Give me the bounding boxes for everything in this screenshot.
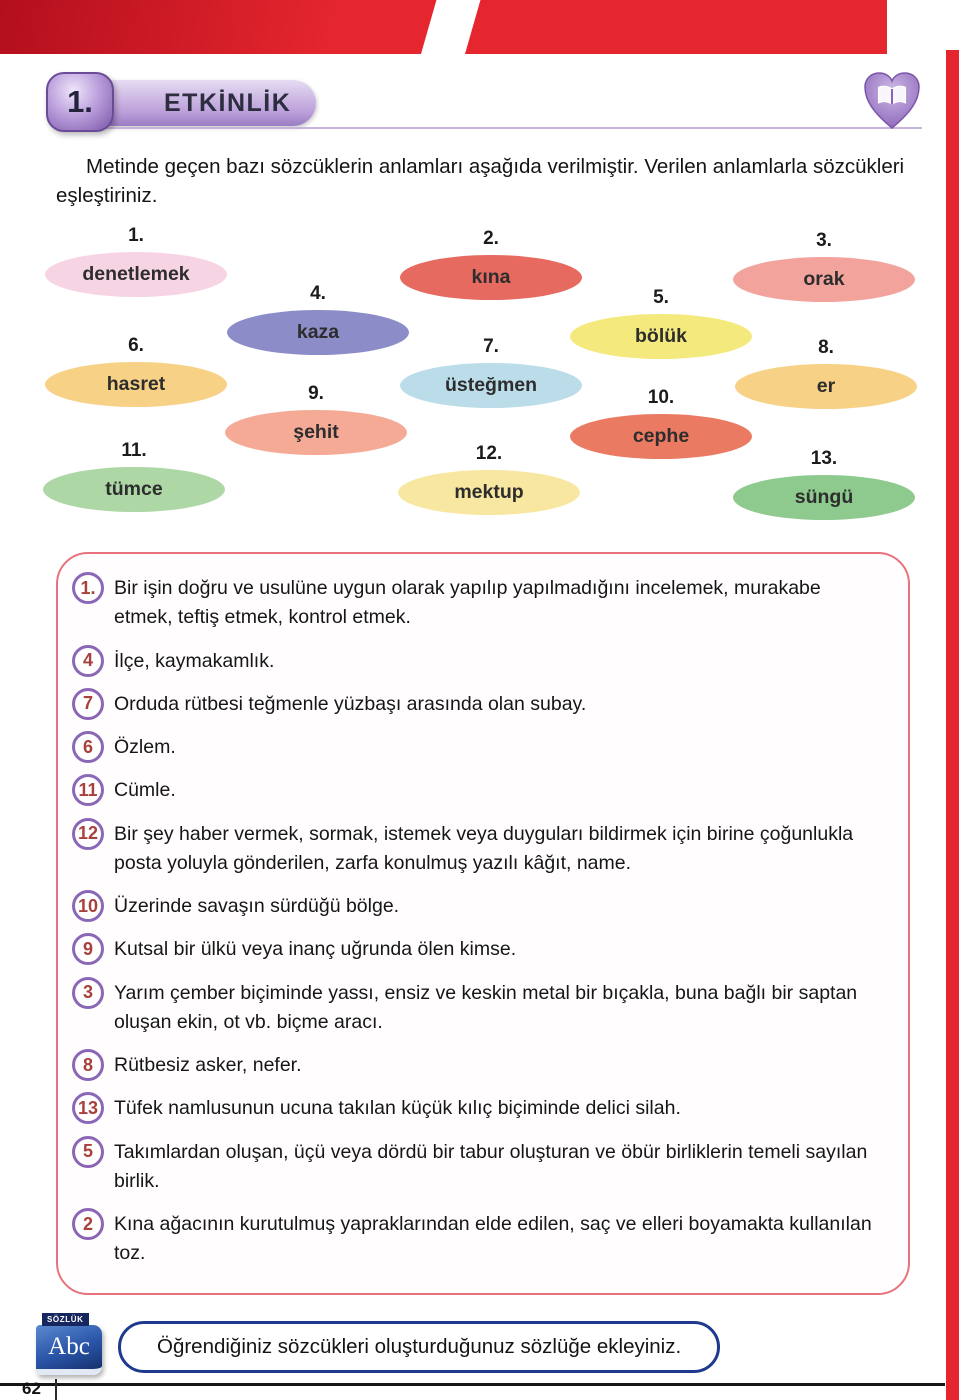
word-number: 5. [653, 287, 669, 309]
activity-header [38, 72, 924, 144]
footer-instruction: Öğrendiğiniz sözcükleri oluşturduğunuz sözlüğe ekleyiniz. [118, 1321, 720, 1373]
word-item-ustegmen [400, 336, 582, 408]
definition-number-circle: 3 [72, 977, 104, 1009]
definition-item [72, 892, 882, 921]
word-item-er [735, 337, 917, 409]
definition-item [72, 979, 882, 1038]
definition-number-circle: 13 [72, 1092, 104, 1124]
word-ovals-area [30, 225, 932, 528]
definition-text: Rütbesiz asker, nefer. [114, 1054, 302, 1077]
word-item-cephe [570, 387, 752, 459]
word-number: 2. [483, 228, 499, 250]
word-item-orak [733, 230, 915, 302]
word-label: er [735, 364, 917, 409]
definition-text: Tüfek namlusunun ucuna takılan küçük kılıç biçiminde delici silah. [114, 1097, 681, 1120]
definition-number-circle: 5 [72, 1136, 104, 1168]
definition-item [72, 776, 882, 805]
word-label: üsteğmen [400, 363, 582, 408]
word-number: 7. [483, 336, 499, 358]
right-red-stripe [946, 50, 959, 1400]
definition-item [72, 733, 882, 762]
word-label: tümce [43, 467, 225, 512]
word-number: 13. [810, 448, 838, 470]
definition-text: Üzerinde savaşın sürdüğü bölge. [114, 895, 400, 918]
word-number: 4. [310, 283, 326, 305]
definition-item [72, 574, 882, 633]
word-label: şehit [225, 410, 407, 455]
word-number: 12. [475, 443, 503, 465]
definition-text: Yarım çember biçiminde yassı, ensiz ve keskin metal bir bıçakla, buna bağlı bir saptan oluşan ekin, ot vb. biçme aracı. [114, 981, 858, 1033]
word-item-mektup [398, 443, 580, 515]
word-item-denetlemek [45, 225, 227, 297]
definition-text: Özlem. [114, 736, 176, 759]
definition-text: Kına ağacının kurutulmuş yapraklarından elde edilen, saç ve elleri boyamakta kullanılan toz. [114, 1213, 872, 1265]
word-item-tumce [43, 440, 225, 512]
word-label: mektup [398, 470, 580, 515]
word-item-sungu [733, 448, 915, 520]
definition-number-circle: 1. [72, 572, 104, 604]
definition-text: İlçe, kaymakamlık. [114, 649, 275, 672]
definition-item [72, 1210, 882, 1269]
dictionary-book-icon [36, 1314, 112, 1377]
word-number: 11. [121, 440, 147, 462]
definition-number-circle: 6 [72, 731, 104, 763]
definition-text: Takımlardan oluşan, üçü veya dördü bir tabur oluşturan ve öbür birliklerin temeli sayılan birlik. [114, 1140, 868, 1192]
word-item-boluk [570, 287, 752, 359]
word-label: denetlemek [45, 252, 227, 297]
activity-number-badge [46, 72, 114, 132]
definitions-box [56, 552, 910, 1295]
page-number: 62 [14, 1379, 57, 1400]
definition-text: Orduda rütbesi teğmenle yüzbaşı arasında olan subay. [114, 692, 587, 715]
activity-number: 1. [67, 84, 93, 119]
definition-item [72, 1051, 882, 1080]
definition-number-circle: 10 [72, 890, 104, 922]
definition-text: Bir işin doğru ve usulüne uygun olarak yapılıp yapılmadığını incelemek, murakabe etmek, teftiş etmek, kontrol etmek. [114, 577, 821, 629]
definition-number-circle: 12 [72, 818, 104, 850]
dictionary-abc-text: Abc [48, 1332, 90, 1360]
banner-corner [887, 0, 959, 54]
word-item-kina [400, 228, 582, 300]
dictionary-cover [36, 1325, 102, 1375]
dictionary-label: SÖZLÜK [42, 1313, 89, 1326]
word-label: süngü [733, 475, 915, 520]
word-label: kaza [227, 310, 409, 355]
definition-item [72, 935, 882, 964]
bottom-divider [0, 1383, 945, 1386]
word-item-kaza [227, 283, 409, 355]
definition-item [72, 647, 882, 676]
word-label: cephe [570, 414, 752, 459]
definition-number-circle: 9 [72, 933, 104, 965]
word-item-hasret [45, 335, 227, 407]
banner-diagonal-slash [417, 0, 483, 67]
definition-number-circle: 11 [72, 774, 104, 806]
definition-number-circle: 8 [72, 1049, 104, 1081]
definition-text: Kutsal bir ülkü veya inanç uğrunda ölen kimse. [114, 938, 517, 961]
header-divider [96, 127, 922, 129]
definition-item [72, 1094, 882, 1123]
word-label: orak [733, 257, 915, 302]
definition-text: Cümle. [114, 779, 176, 802]
definition-number-circle: 7 [72, 688, 104, 720]
definition-item [72, 690, 882, 719]
definition-text: Bir şey haber vermek, sormak, istemek veya duyguları bildirmek için birine çoğunlukla posta yoluyla gönderilen, zarfa konulmuş yazılı kâğıt, name. [114, 822, 854, 874]
page-content [30, 60, 932, 1377]
word-number: 9. [308, 383, 324, 405]
page-title: ETKİNLİK [164, 88, 292, 117]
word-label: kına [400, 255, 582, 300]
definition-number-circle: 2 [72, 1208, 104, 1240]
definition-number-circle: 4 [72, 645, 104, 677]
word-number: 3. [816, 230, 832, 252]
word-number: 6. [128, 335, 144, 357]
word-number: 8. [818, 337, 834, 359]
activity-title-ribbon [86, 80, 316, 126]
word-number: 10. [647, 387, 675, 409]
word-label: hasret [45, 362, 227, 407]
word-number: 1. [128, 225, 144, 247]
definition-item [72, 820, 882, 879]
definition-item [72, 1138, 882, 1197]
footer-note [36, 1314, 932, 1377]
word-label: bölük [570, 314, 752, 359]
instructions-text: Metinde geçen bazı sözcüklerin anlamları aşağıda verilmiştir. Verilen anlamlarla sözcükleri eşleştiriniz. [56, 155, 905, 208]
book-heart-icon [862, 70, 922, 132]
word-item-sehit [225, 383, 407, 455]
top-red-banner [0, 0, 959, 54]
